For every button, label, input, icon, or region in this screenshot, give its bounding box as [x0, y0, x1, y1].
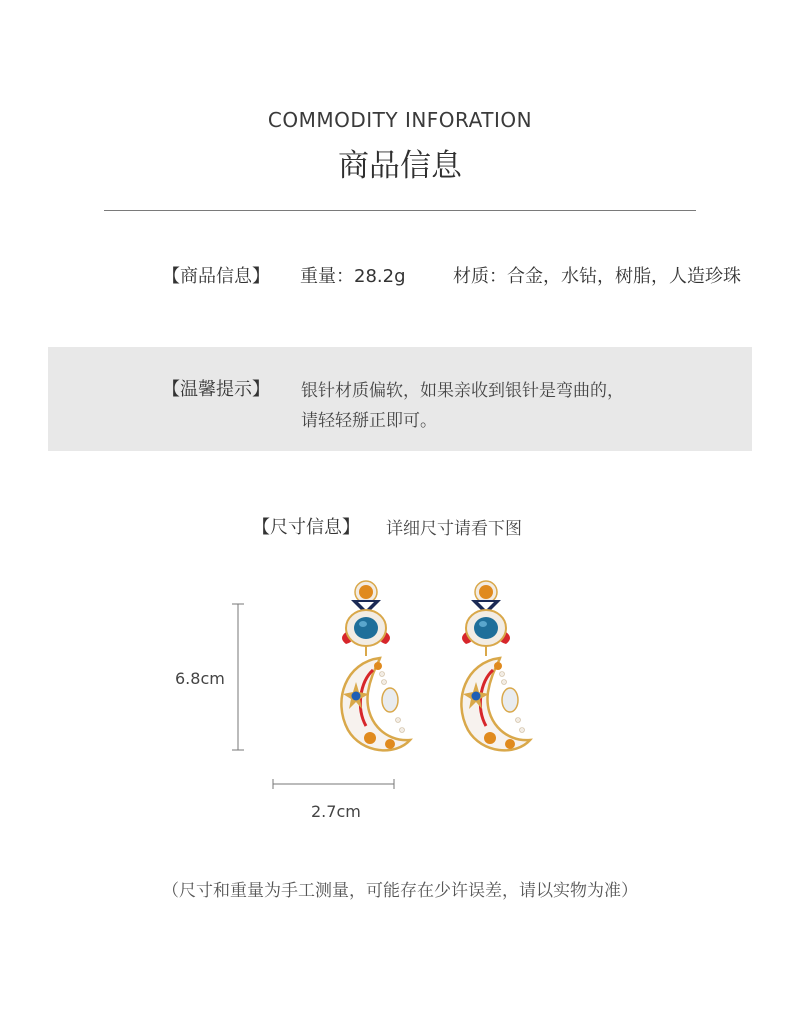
weight-text: 重量：28.2g — [300, 266, 406, 287]
size-info-label: 【尺寸信息】 — [252, 517, 360, 538]
title-english: COMMODITY INFORATION — [267, 108, 533, 132]
tip-line-2: 请轻轻掰正即可。 — [301, 411, 437, 431]
material-text: 材质：合金，水钻，树脂，人造珍珠 — [453, 266, 741, 287]
divider — [104, 210, 696, 211]
size-info-detail: 详细尺寸请看下图 — [386, 519, 522, 539]
height-value: 6.8cm — [175, 669, 225, 688]
tip-line-1: 银针材质偏软，如果亲收到银针是弯曲的， — [301, 381, 624, 401]
tip-label: 【温馨提示】 — [162, 379, 270, 400]
earring-left-image — [318, 570, 428, 760]
title-chinese: 商品信息 — [338, 148, 462, 184]
earring-right-image — [438, 570, 548, 760]
measurement-note: （尺寸和重量为手工测量，可能存在少许误差，请以实物为准） — [162, 881, 638, 901]
width-value: 2.7cm — [311, 802, 361, 821]
product-info-label: 【商品信息】 — [162, 266, 270, 287]
width-dimension-line — [268, 776, 400, 792]
height-dimension-line — [228, 600, 248, 755]
